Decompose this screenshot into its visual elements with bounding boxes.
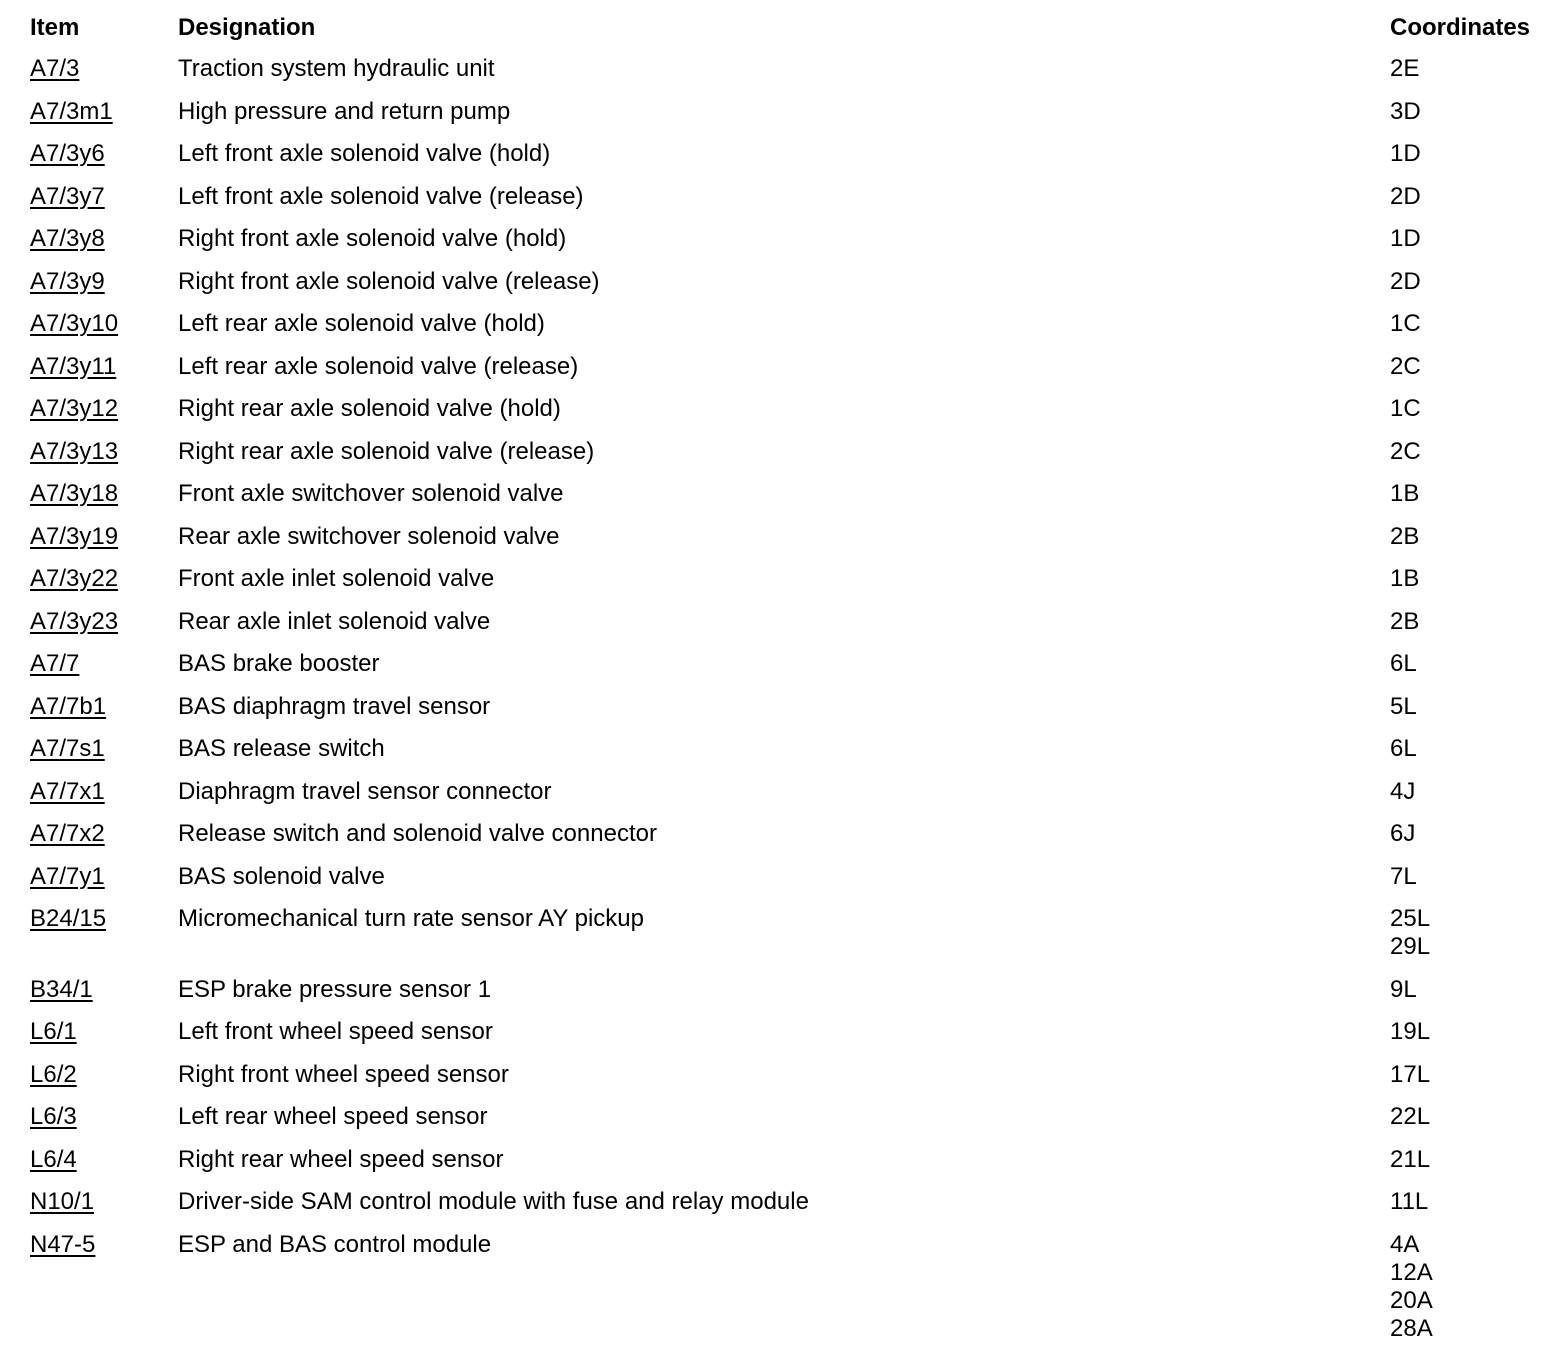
coordinates-cell (1390, 438, 1421, 466)
coordinate-value: 1B (1390, 480, 1420, 507)
designation-text: Left front wheel speed sensor (178, 1018, 493, 1045)
header-coordinates: Coordinates (1390, 14, 1531, 41)
table-row (0, 480, 1568, 523)
coordinate-value: 12A (1390, 1258, 1433, 1286)
coordinate-value: 2D (1390, 182, 1421, 210)
item-link[interactable]: A7/3y10 (30, 310, 119, 337)
table-row (0, 863, 1568, 906)
coordinate-value: 3D (1390, 97, 1421, 125)
designation-text: Right rear wheel speed sensor (178, 1145, 504, 1173)
table-row (0, 1146, 1568, 1189)
coordinates-cell (1390, 1188, 1428, 1216)
item-link[interactable]: A7/3y7 (30, 182, 105, 210)
coordinate-value: 2D (1390, 267, 1421, 295)
coordinate-value: 1C (1390, 395, 1421, 422)
item-link[interactable]: N47-5 (30, 1230, 96, 1258)
item-link[interactable]: A7/7x1 (30, 777, 105, 805)
table-row (0, 976, 1568, 1019)
coordinates-cell (1390, 1231, 1433, 1343)
coordinates-cell (1390, 863, 1417, 891)
coordinates-cell (1390, 140, 1421, 168)
designation-text: BAS solenoid valve (178, 862, 385, 890)
coordinate-value: 5L (1390, 692, 1417, 720)
designation-text: Left rear axle solenoid valve (hold) (178, 310, 545, 337)
designation-text: Release switch and solenoid valve connector (178, 820, 657, 847)
table-row (0, 778, 1568, 821)
item-link[interactable]: A7/7x2 (30, 820, 105, 847)
table-row (0, 905, 1568, 976)
item-link[interactable]: N10/1 (30, 1188, 95, 1215)
table-row (0, 395, 1568, 438)
table-row (0, 1061, 1568, 1104)
coordinate-value: 6J (1390, 820, 1416, 847)
coordinate-value: 2B (1390, 522, 1420, 550)
coordinates-cell (1390, 225, 1421, 253)
coordinate-value: 11L (1390, 1188, 1429, 1215)
designation-text: High pressure and return pump (178, 97, 511, 125)
coordinate-value: 29L (1390, 933, 1431, 960)
item-link[interactable]: A7/7y1 (30, 862, 105, 890)
coordinates-cell (1390, 650, 1417, 678)
item-link[interactable]: A7/3y6 (30, 140, 105, 167)
coordinates-cell (1390, 395, 1421, 423)
designation-text: Diaphragm travel sensor connector (178, 777, 552, 805)
coordinates-cell (1390, 480, 1419, 508)
table-row (0, 1103, 1568, 1146)
item-link[interactable]: A7/7 (30, 650, 80, 677)
designation-text: Left rear wheel speed sensor (178, 1103, 488, 1130)
designation-text: Right rear axle solenoid valve (release) (178, 437, 595, 465)
coordinate-value: 1B (1390, 565, 1420, 592)
coordinate-value: 7L (1390, 862, 1417, 890)
coordinate-value: 6L (1390, 650, 1417, 677)
coordinate-value: 21L (1390, 1145, 1431, 1173)
table-row (0, 693, 1568, 736)
coordinate-value: 19L (1390, 1018, 1431, 1045)
coordinates-cell (1390, 1018, 1430, 1046)
coordinate-value: 2E (1390, 55, 1420, 82)
table-row (0, 650, 1568, 693)
table-row (0, 735, 1568, 778)
coordinates-cell (1390, 98, 1421, 126)
item-link[interactable]: A7/3y12 (30, 395, 119, 422)
table-row (0, 140, 1568, 183)
designation-text: Left front axle solenoid valve (hold) (178, 140, 551, 167)
item-link[interactable]: A7/3y22 (30, 565, 119, 592)
coordinates-cell (1390, 55, 1419, 83)
coordinate-value: 6L (1390, 735, 1417, 762)
coordinate-value: 1D (1390, 140, 1421, 167)
coordinate-value: 28A (1390, 1314, 1433, 1342)
coordinates-cell (1390, 268, 1421, 296)
designation-text: Driver-side SAM control module with fuse and relay module (178, 1188, 809, 1215)
item-link[interactable]: A7/3m1 (30, 97, 113, 125)
coordinate-value: 2B (1390, 607, 1420, 635)
coordinates-cell (1390, 523, 1419, 551)
designation-text: Rear axle switchover solenoid valve (178, 522, 560, 550)
coordinate-value: 17L (1390, 1060, 1431, 1088)
designation-text: Left front axle solenoid valve (release) (178, 182, 584, 210)
table-row (0, 310, 1568, 353)
table-row (0, 98, 1568, 141)
item-link[interactable]: A7/7s1 (30, 735, 105, 762)
table-row (0, 820, 1568, 863)
item-link[interactable]: L6/2 (30, 1060, 77, 1088)
legend-rows (0, 55, 1568, 1357)
coordinates-cell (1390, 565, 1419, 593)
table-row (0, 353, 1568, 396)
coordinates-cell (1390, 778, 1415, 806)
designation-text: ESP brake pressure sensor 1 (178, 975, 492, 1003)
item-link[interactable]: L6/1 (30, 1018, 77, 1045)
coordinates-cell (1390, 905, 1430, 961)
item-link[interactable]: A7/3y8 (30, 225, 105, 252)
coordinates-cell (1390, 608, 1419, 636)
coordinate-value: 9L (1390, 975, 1417, 1003)
item-link[interactable]: L6/4 (30, 1145, 77, 1173)
designation-text: ESP and BAS control module (178, 1230, 492, 1258)
table-row (0, 565, 1568, 608)
coordinate-value: 25L (1390, 905, 1431, 932)
item-link[interactable]: A7/7b1 (30, 692, 107, 720)
coordinates-cell (1390, 693, 1417, 721)
header-designation: Designation (178, 14, 316, 41)
coordinate-value: 4A (1390, 1230, 1420, 1258)
item-link[interactable]: B24/15 (30, 905, 107, 932)
designation-text: Traction system hydraulic unit (178, 55, 495, 82)
table-row (0, 1231, 1568, 1358)
coordinate-value: 2C (1390, 437, 1421, 465)
table-row (0, 1188, 1568, 1231)
coordinate-value: 2C (1390, 352, 1421, 380)
designation-text: Right front wheel speed sensor (178, 1060, 509, 1088)
coordinates-cell (1390, 1146, 1430, 1174)
designation-text: Right rear axle solenoid valve (hold) (178, 395, 561, 422)
coordinate-value: 20A (1390, 1286, 1433, 1314)
table-row (0, 523, 1568, 566)
designation-text: Rear axle inlet solenoid valve (178, 607, 491, 635)
header-item: Item (30, 14, 80, 41)
designation-text: Right front axle solenoid valve (hold) (178, 225, 567, 252)
item-link[interactable]: B34/1 (30, 975, 93, 1003)
coordinates-cell (1390, 820, 1415, 848)
table-row (0, 225, 1568, 268)
designation-text: BAS brake booster (178, 650, 380, 677)
coordinate-value: 4J (1390, 777, 1416, 805)
coordinates-cell (1390, 735, 1417, 763)
designation-text: BAS diaphragm travel sensor (178, 692, 491, 720)
designation-text: Right front axle solenoid valve (release) (178, 267, 600, 295)
coordinates-cell (1390, 976, 1417, 1004)
item-link[interactable]: A7/3y19 (30, 522, 119, 550)
item-link[interactable]: A7/3y9 (30, 267, 105, 295)
item-link[interactable]: A7/3y11 (30, 352, 117, 380)
coordinate-value: 1D (1390, 225, 1421, 252)
table-row (0, 183, 1568, 226)
table-row (0, 438, 1568, 481)
coordinate-value: 1C (1390, 310, 1421, 337)
item-link[interactable]: L6/3 (30, 1103, 77, 1130)
item-link[interactable]: A7/3y23 (30, 607, 119, 635)
item-link[interactable]: A7/3 (30, 55, 80, 82)
designation-text: Micromechanical turn rate sensor AY pickup (178, 905, 644, 932)
coordinates-cell (1390, 353, 1421, 381)
item-link[interactable]: A7/3y13 (30, 437, 119, 465)
table-row (0, 268, 1568, 311)
designation-text: Front axle switchover solenoid valve (178, 480, 564, 507)
table-row (0, 1018, 1568, 1061)
designation-text: Front axle inlet solenoid valve (178, 565, 495, 592)
item-link[interactable]: A7/3y18 (30, 480, 119, 507)
coordinates-cell (1390, 183, 1421, 211)
coordinates-cell (1390, 1103, 1430, 1131)
coordinate-value: 22L (1390, 1103, 1431, 1130)
designation-text: Left rear axle solenoid valve (release) (178, 352, 579, 380)
coordinates-cell (1390, 1061, 1430, 1089)
designation-text: BAS release switch (178, 735, 385, 762)
coordinates-cell (1390, 310, 1421, 338)
table-row (0, 608, 1568, 651)
table-row (0, 55, 1568, 98)
